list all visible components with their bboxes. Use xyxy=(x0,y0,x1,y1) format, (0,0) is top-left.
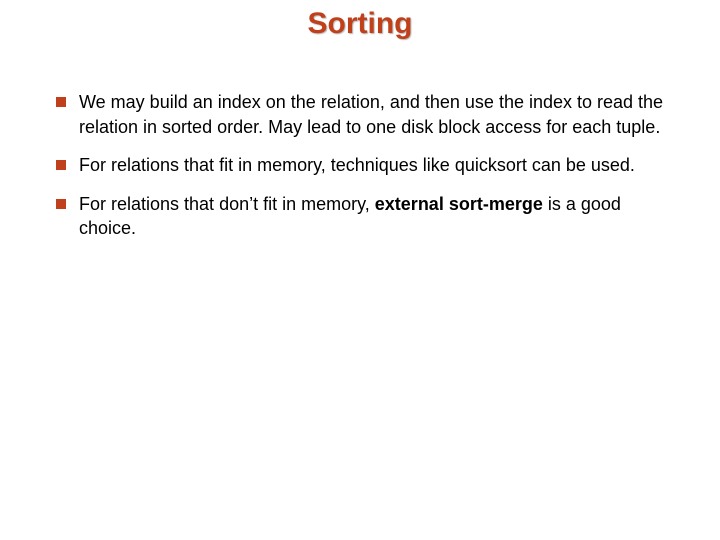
bullet-item xyxy=(56,153,666,178)
bullet-text: We may build an index on the relation, and then use the index to read the relation in sorted order. May lead to one disk block access for each tuple. xyxy=(79,92,664,137)
bullet-text-after: is a good choice. xyxy=(79,193,621,238)
square-bullet-icon xyxy=(56,97,66,107)
bullet-item xyxy=(56,90,666,139)
square-bullet-icon xyxy=(56,199,66,209)
bullet-text-emphasis: external sort-merge xyxy=(374,193,543,214)
bullet-text: For relations that fit in memory, techniques like quicksort can be used. xyxy=(79,155,635,175)
square-bullet-icon xyxy=(56,160,66,170)
slide-title: Sorting xyxy=(307,7,413,40)
bullet-item xyxy=(56,192,666,241)
bullet-text-before: For relations that don’t fit in memory, xyxy=(79,193,375,214)
bullet-list xyxy=(56,90,666,255)
